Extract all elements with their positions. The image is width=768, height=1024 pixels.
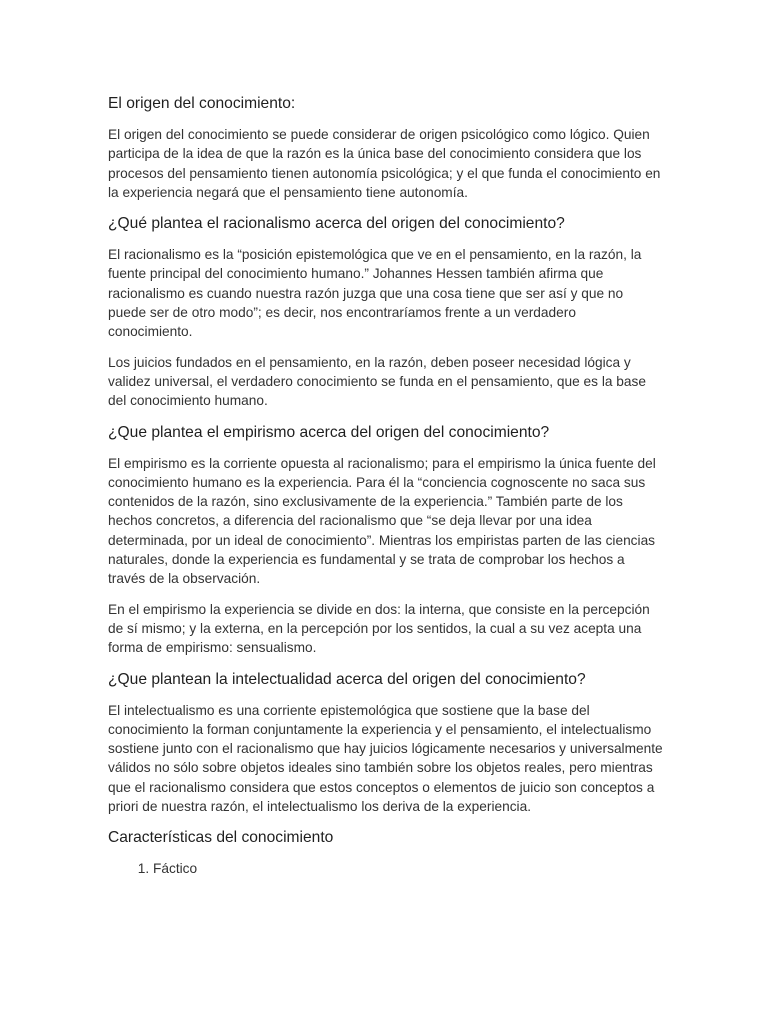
heading-empirismo: ¿Que plantea el empirismo acerca del origen del conocimiento? <box>108 423 550 441</box>
characteristics-list <box>108 859 663 878</box>
paragraph-origen: El origen del conocimiento se puede considerar de origen psicológico como lógico. Quien participa de la idea de que la razón es la única base del conocimiento considera que los procesos del pensamiento tienen autonomía psicológica; y el que funda el conocimiento en la experiencia negará que el pensamiento tiene autonomía. <box>108 127 661 200</box>
heading-racionalismo: ¿Qué plantea el racionalismo acerca del origen del conocimiento? <box>108 215 565 233</box>
list-item: 1. Fáctico <box>153 859 663 878</box>
heading-origen: El origen del conocimiento: <box>108 95 296 112</box>
paragraph-racionalismo-1: El racionalismo es la “posición epistemológica que ve en el pensamiento, en la razón, la fuente principal del conocimiento humano.” Johannes Hessen también afirma que racionalismo es cuando nuestra razón juzga que una cosa tiene que ser así y que no puede ser de otro modo”; es decir, nos encontraríamos frente a un verdadero conocimiento. <box>108 247 642 340</box>
heading-intelectualismo: ¿Que plantean la intelectualidad acerca del origen del conocimiento? <box>108 670 586 688</box>
heading-caracteristicas: Características del conocimiento <box>108 829 334 847</box>
paragraph-intelectualismo: El intelectualismo es una corriente epistemológica que sostiene que la base del conocimiento la forman conjuntamente la experiencia y el pensamiento, el intelectualismo sostiene junto con el racionalismo que hay juicios lógicamente necesarios y universalmente válidos no sólo sobre objetos ideales sino también sobre los objetos reales, pero mientras que el racionalismo considera que estos conceptos o elementos de juicio son conceptos a priori de nuestra razón, el intelectualismo los deriva de la experiencia. <box>108 702 663 815</box>
paragraph-empirismo-2: En el empirismo la experiencia se divide en dos: la interna, que consiste en la percepción de sí mismo; y la externa, en la percepción por los sentidos, la cual a su vez acepta una forma de empirismo: sensualismo. <box>108 601 650 656</box>
paragraph-empirismo-1: El empirismo es la corriente opuesta al racionalismo; para el empirismo la única fuente del conocimiento humano es la experiencia. Para él la “conciencia cognoscente no saca sus contenidos de la razón, sino exclusivamente de la experiencia.” También parte de los hechos concretos, a diferencia del racionalismo que “se deja llevar por una idea determinada, por un ideal de conocimiento”. Mientras los empiristas parten de las ciencias naturales, donde la experiencia es fundamental y se trata de comprobar los hechos a través de la observación. <box>108 455 656 587</box>
document-content <box>108 93 663 879</box>
paragraph-racionalismo-2: Los juicios fundados en el pensamiento, en la razón, deben poseer necesidad lógica y validez universal, el verdadero conocimiento se funda en el pensamiento, que es la base del conocimiento humano. <box>108 354 646 409</box>
